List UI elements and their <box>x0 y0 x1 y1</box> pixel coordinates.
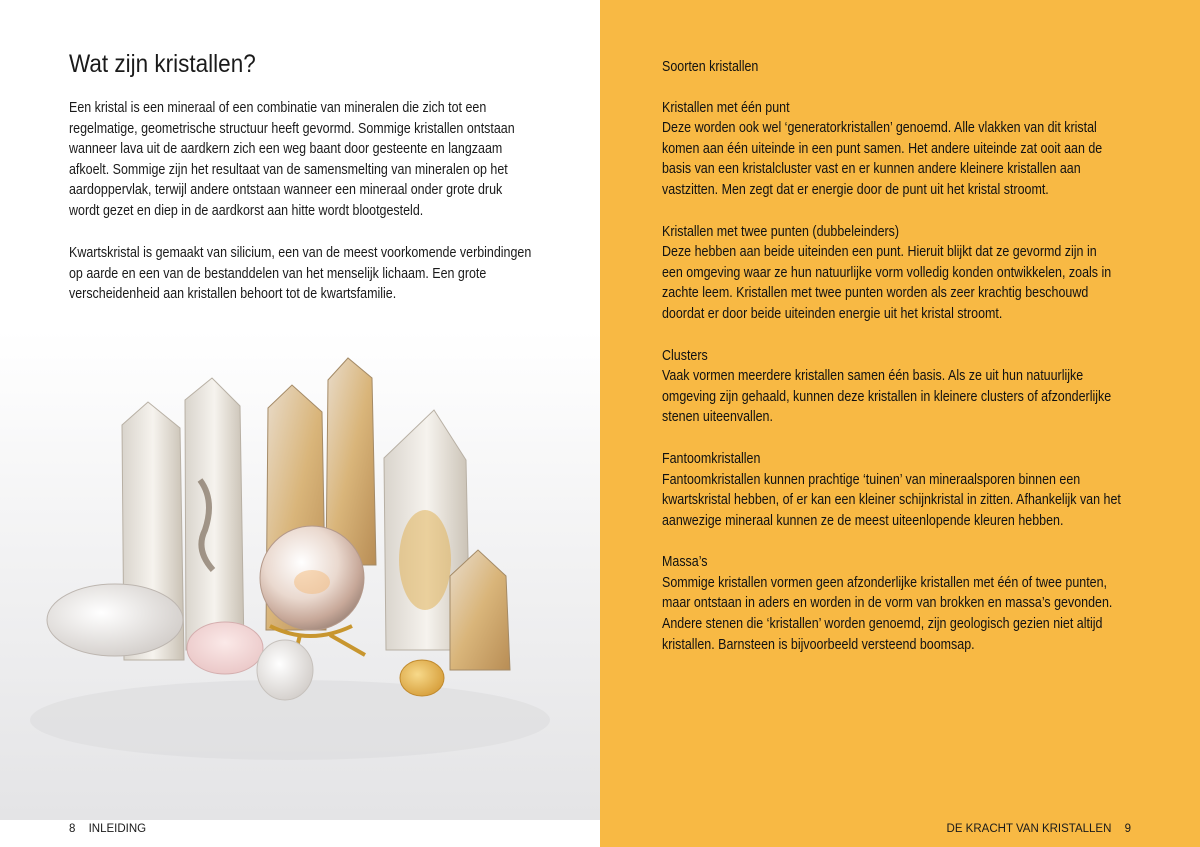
text-line: komen aan één uiteinde in een punt samen. Het andere uiteinde zat ooit aan de <box>662 140 1103 157</box>
right-page <box>600 0 1200 847</box>
text-line: afkoelt. Sommige zijn het resultaat van de samensmelting van mineralen op het <box>69 161 508 178</box>
subsection-single-point <box>662 98 1162 201</box>
text-line: wanneer lava uit de aardkern zich een weg baant door gesteente en langzaam <box>69 141 503 158</box>
text-line: regelmatige, geometrische structuur heeft gevormd. Sommige kristallen ontstaan <box>69 120 515 137</box>
right-footer <box>947 823 1131 835</box>
subsection-title: Kristallen met twee punten (dubbeleinders) <box>662 223 900 240</box>
text-line: maar ontstaan in aders en worden in de vorm van brokken en massa’s gevonden. <box>662 595 1113 612</box>
page-number: 8 <box>69 823 76 835</box>
subsection-clusters <box>662 346 1162 428</box>
subsection-title: Kristallen met één punt <box>662 99 790 116</box>
text-line: omgeving zijn gehaald, kunnen deze kristallen in kleinere clusters of afzonderlijke <box>662 388 1112 405</box>
text-line: zachte leem. Kristallen met twee punten worden als zeer krachtig beschouwd <box>662 285 1089 302</box>
text-line: verscheidenheid aan kristallen behoort tot de kwartsfamilie. <box>69 286 397 303</box>
text-line: aanwezige mineraal kunnen ze de meest uiteenlopende kleuren hebben. <box>662 512 1064 529</box>
subsection-title: Clusters <box>662 347 708 364</box>
text-line: Een kristal is een mineraal of een combinatie van mineralen die zich tot een <box>69 100 487 116</box>
page-heading: Wat zijn kristallen? <box>69 50 256 78</box>
section-title: Soorten kristallen <box>662 59 759 75</box>
text-line: wordt gezet en diep in de aardkorst aan hitte wordt blootgesteld. <box>69 202 424 219</box>
intro-paragraph-1 <box>69 98 569 222</box>
text-line: Deze hebben aan beide uiteinden een punt. Hieruit blijkt dat ze gevormd zijn in <box>662 244 1097 261</box>
text-line: aardoppervlak, terwijl andere ontstaan wanneer een mineraal onder grote druk <box>69 182 503 199</box>
section-label: DE KRACHT VAN KRISTALLEN <box>946 823 1112 835</box>
page-number: 9 <box>1124 823 1131 835</box>
text-line: doordat er door beide uiteinden energie uit het kristal stroomt. <box>662 305 1003 322</box>
left-footer <box>69 823 146 835</box>
text-line: op aarde en een van de bestanddelen van het menselijk lichaam. Een grote <box>69 265 487 282</box>
intro-paragraph-2 <box>69 243 569 305</box>
text-line: vastzitten. Men zegt dat er energie door de punt uit het kristal stroomt. <box>662 181 1049 198</box>
text-line: een omgeving waar ze hun natuurlijke vorm volledig konden ontwikkelen, zoals in <box>662 264 1112 281</box>
text-line: kwartskristal hebben, of er kan een kleiner schijnkristal in zitten. Afhankelijk van het <box>662 492 1121 509</box>
text-line: stenen uiteenvallen. <box>662 409 773 426</box>
types-of-crystals <box>662 57 1162 655</box>
subsection-masses <box>662 552 1162 655</box>
section-label: INLEIDING <box>88 823 147 835</box>
text-line: basis van een kristalcluster vast en er kunnen andere kleinere kristallen aan <box>662 161 1081 178</box>
text-line: kristallen. Barnsteen is bijvoorbeeld versteend boomsap. <box>662 636 975 653</box>
text-line: Deze worden ook wel ‘generatorkristallen’ genoemd. Alle vlakken van dit kristal <box>662 120 1097 137</box>
subsection-phantom <box>662 449 1162 531</box>
subsection-title: Fantoomkristallen <box>662 450 761 467</box>
subsection-double-terminated <box>662 222 1162 325</box>
text-line: Andere stenen die ‘kristallen’ worden genoemd, zijn geologisch gezien niet altijd <box>662 616 1103 633</box>
text-line: Vaak vormen meerdere kristallen samen één basis. Als ze uit hun natuurlijke <box>662 368 1084 385</box>
crystals-photo <box>0 330 600 820</box>
subsection-title: Massa’s <box>662 554 708 571</box>
text-line: Fantoomkristallen kunnen prachtige ‘tuinen’ van mineraalsporen binnen een <box>662 471 1081 488</box>
text-line: Sommige kristallen vormen geen afzonderlijke kristallen met één of twee punten, <box>662 574 1107 591</box>
text-line: Kwartskristal is gemaakt van silicium, een van de meest voorkomende verbindingen <box>69 245 532 261</box>
